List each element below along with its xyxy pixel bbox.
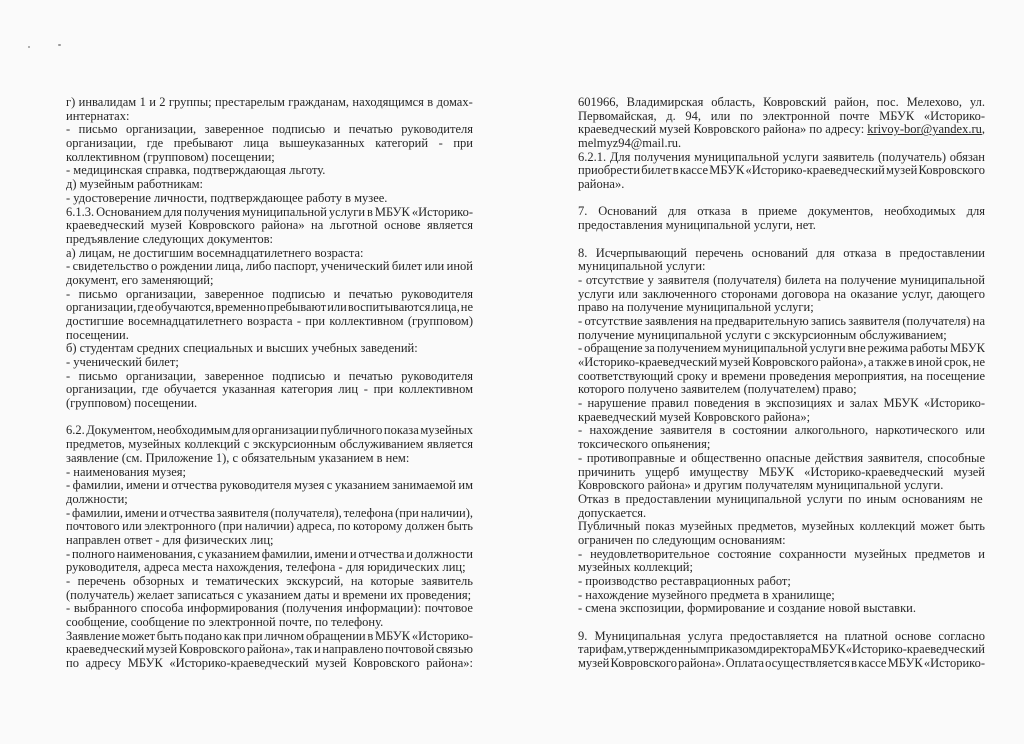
- text-line-content: - производство реставрационных работ;: [578, 574, 791, 589]
- text-line-content: документ, его заменяющий;: [66, 272, 214, 287]
- text-line: [578, 602, 985, 616]
- paragraph: [578, 342, 985, 397]
- paragraph: [66, 424, 473, 465]
- text-line-content: (групповом) посещении.: [66, 396, 198, 411]
- text-line-content: района».: [578, 177, 625, 192]
- paragraph: [578, 452, 985, 493]
- text-line: [66, 247, 473, 261]
- text-line-content: - ученический билет;: [66, 355, 179, 370]
- text-line-content: melmyz94@mail.ru.: [578, 136, 682, 151]
- left-text-column: [66, 96, 473, 671]
- text-line-content: - смена экспозиции, формирование и создание новой выставки.: [578, 601, 916, 616]
- text-line-content: должности;: [66, 491, 128, 506]
- text-line: [578, 274, 985, 288]
- paragraph: [66, 356, 473, 370]
- text-line-content: заявление (см. Приложение 1), с обязательным указанием в нем:: [66, 450, 410, 465]
- text-line-content: - выбранного способа информирования (получения информации): почтовое: [66, 601, 473, 616]
- text-line: [578, 151, 985, 165]
- text-line: [66, 233, 473, 247]
- text-line-content: музей Ковровского района». Оплата осуществляется в кассе МБУК «Историко-: [578, 656, 985, 671]
- text-line: [578, 288, 985, 302]
- text-line-content: предъявление следующих документов:: [66, 231, 273, 246]
- text-line: [578, 493, 985, 507]
- text-line: [578, 178, 985, 192]
- text-line-content: б) студентам средних специальных и высших учебных заведений:: [66, 341, 418, 356]
- text-section: [578, 630, 985, 671]
- text-line: [578, 329, 985, 343]
- text-line: [66, 561, 473, 575]
- paragraph: [66, 370, 473, 411]
- text-line: [66, 630, 473, 644]
- text-line-content: - письмо организации, заверенное подписью и печатью руководителя: [66, 286, 473, 301]
- right-text-column: [578, 96, 985, 671]
- text-line-content: - нахождение заявителя в состоянии алкогольного, наркотического или: [578, 423, 985, 438]
- text-line-content: - обращение за получением муниципальной услуги вне режима работы МБУК: [578, 341, 985, 356]
- paragraph: [66, 548, 473, 575]
- text-line: [66, 178, 473, 192]
- paragraph: [578, 424, 985, 451]
- text-line-content: Первомайская, д. 94, или по электронной почте МБУК «Историко-: [578, 108, 985, 123]
- text-line-content: - отсутствие у заявителя (получателя) билета на получение муниципальной: [578, 272, 985, 287]
- paragraph: [578, 520, 985, 547]
- text-line: [66, 151, 473, 165]
- text-line-content: которого получено заявителем (получателем) право;: [578, 382, 857, 397]
- text-line-content: (получатель) желает записаться с указанием даты и времени их проведения;: [66, 587, 472, 602]
- text-line-content: приобрести билет в кассе МБУК «Историко-краеведческий музей Ковровского: [578, 163, 985, 178]
- text-line-content: посещении.: [66, 327, 129, 342]
- text-line-content: сообщение, сообщение по электронной почте, по телефону.: [66, 615, 384, 630]
- text-line-content: Ковровского района» и другим получателям муниципальной услуги.: [578, 478, 944, 493]
- text-line: [66, 397, 473, 411]
- text-line-content: право на получение муниципальной услуги;: [578, 300, 814, 315]
- paragraph: [578, 151, 985, 192]
- text-section: [578, 247, 985, 617]
- text-line: [66, 643, 473, 657]
- text-line: [66, 452, 473, 466]
- paragraph: [578, 96, 985, 151]
- text-fragment: ,: [981, 122, 985, 137]
- paragraph: [66, 260, 473, 287]
- text-line-content: Отказ в предоставлении муниципальной услуги по иным основаниям не: [578, 491, 983, 506]
- text-line: [66, 206, 473, 220]
- text-line: [66, 192, 473, 206]
- text-line: [578, 110, 985, 124]
- text-line: [66, 315, 473, 329]
- text-line: [66, 438, 473, 452]
- text-line-content: предметов, музейных коллекций с экскурсионным обслуживанием является: [66, 437, 473, 452]
- paragraph: [66, 288, 473, 343]
- paragraph: [66, 630, 473, 671]
- text-line: [66, 424, 473, 438]
- text-line: [578, 301, 985, 315]
- text-line-content: а) лицам, не достигшим восемнадцатилетнего возраста:: [66, 245, 364, 260]
- paragraph: [578, 205, 985, 232]
- text-line: [578, 411, 985, 425]
- text-line-content: - перечень обзорных и тематических экскурсий, на которые заявитель: [66, 574, 473, 589]
- text-line-content: 6.2. Документом, необходимым для организации публичного показа музейных: [66, 423, 473, 438]
- paragraph: [66, 247, 473, 261]
- text-line-content: интернатах:: [66, 108, 130, 123]
- text-line-content: 6.1.3. Основанием для получения муниципальной услуги в МБУК «Историко-: [66, 204, 473, 219]
- text-line: [578, 561, 985, 575]
- text-line: [66, 96, 473, 110]
- text-line: [578, 370, 985, 384]
- text-line-content: - фамилии, имени и отчества руководителя музея с указанием занимаемой им: [66, 478, 473, 493]
- text-section: [66, 96, 473, 411]
- text-line-content: предоставления муниципальной услуги, нет.: [578, 218, 816, 233]
- text-line-content: 7. Оснований для отказа в приеме документов, необходимых для: [578, 204, 985, 219]
- paragraph: [578, 630, 985, 671]
- paragraph: [66, 507, 473, 548]
- text-line-content: - нарушение правил поведения в экспозициях и залах МБУК «Историко-: [578, 396, 985, 411]
- text-line: [578, 575, 985, 589]
- text-line: [578, 438, 985, 452]
- paragraph: [66, 96, 473, 123]
- text-line: [578, 164, 985, 178]
- text-line-content: г) инвалидам 1 и 2 группы; престарелым гражданам, находящимся в домах-: [66, 95, 473, 109]
- paragraph: [66, 206, 473, 247]
- paragraph: [578, 397, 985, 424]
- text-line: [578, 342, 985, 356]
- text-line: [66, 274, 473, 288]
- text-line-content: коллективном (групповом) посещении;: [66, 149, 275, 164]
- text-line: [66, 575, 473, 589]
- text-line-content: тарифам, утвержденным приказом директора МБУК «Историко-краеведческий: [578, 642, 985, 657]
- text-line: [578, 137, 985, 151]
- text-line-content: 9. Муниципальная услуга предоставляется на платной основе согласно: [578, 628, 985, 643]
- text-line-content: почтового или электронного (при наличии) адреса, по которому должен быть: [66, 519, 473, 534]
- text-line-content: Заявление может быть подано как при личном обращении в МБУК «Историко-: [66, 628, 473, 643]
- text-line: [578, 219, 985, 233]
- paragraph: [66, 164, 473, 178]
- text-line: [66, 602, 473, 616]
- text-line: [578, 630, 985, 644]
- text-line: [66, 137, 473, 151]
- paragraph: [578, 274, 985, 315]
- text-line-content: услуги или заключенного сторонами договора на оказание услуг, дающего: [578, 286, 985, 301]
- text-line: [66, 507, 473, 521]
- paragraph: [66, 602, 473, 629]
- text-line-content: музейных коллекций;: [578, 560, 693, 575]
- text-line: [66, 657, 473, 671]
- text-line: [578, 205, 985, 219]
- text-line: [578, 260, 985, 274]
- paragraph: [66, 342, 473, 356]
- text-line-content: 601966, Владимирская область, Ковровский район, пос. Мелехово, ул.: [578, 95, 985, 109]
- text-line-content: - противоправные и общественно опасные действия заявителя, способные: [578, 450, 985, 465]
- text-line-content: 6.2.1. Для получения муниципальной услуги заявитель (получатель) обязан: [578, 149, 985, 164]
- text-line-content: «Историко-краеведческий музей Ковровского района», а также в иной срок, не: [578, 355, 985, 370]
- text-line-content: по адресу МБУК «Историко-краеведческий музей Ковровского района»:: [66, 656, 473, 671]
- text-line: [66, 356, 473, 370]
- text-line-content: краеведческий музей Ковровского района» на льготной основе является: [66, 218, 473, 233]
- email-link[interactable]: krivoy-bor@yandex.ru: [867, 122, 982, 137]
- text-line-content: - письмо организации, заверенное подписью и печатью руководителя: [66, 368, 473, 383]
- text-line: [66, 534, 473, 548]
- text-line: [578, 383, 985, 397]
- text-line: [578, 589, 985, 603]
- paragraph: [578, 602, 985, 616]
- text-line: [66, 288, 473, 302]
- text-line-content: д) музейным работникам:: [66, 177, 204, 192]
- text-line-content: - отсутствие заявления на предварительную запись заявителя (получателя) на: [578, 313, 985, 328]
- paragraph: [578, 493, 985, 520]
- paragraph: [66, 192, 473, 206]
- paragraph: [578, 247, 985, 274]
- text-line-content: - удостоверение личности, подтверждающее работу в музее.: [66, 190, 388, 205]
- text-line-content: ограничен по следующим основаниям:: [578, 532, 786, 547]
- text-line-content: Публичный показ музейных предметов, музейных коллекций может быть: [578, 519, 985, 534]
- scan-speck: [58, 44, 61, 46]
- text-line-content: - фамилии, имени и отчества заявителя (получателя), телефона (при наличии),: [66, 505, 473, 520]
- text-line-content: руководителя, адреса места нахождения, телефона - для юридических лиц;: [66, 560, 466, 575]
- paragraph: [578, 589, 985, 603]
- text-line-content: - полного наименования, с указанием фамилии, имени и отчества и должности: [66, 546, 473, 561]
- paragraph: [66, 479, 473, 506]
- text-line: [578, 96, 985, 110]
- text-line-content: муниципальной услуги:: [578, 259, 706, 274]
- text-line: [578, 247, 985, 261]
- text-line-content: достигшие восемнадцатилетнего возраста - при коллективном (групповом): [66, 314, 473, 328]
- text-line: [66, 164, 473, 178]
- text-line: [66, 479, 473, 493]
- text-line-content: организации, где обучаются, временно пребывают или воспитываются лица, не: [66, 300, 473, 315]
- text-line: [578, 534, 985, 548]
- paragraph: [578, 315, 985, 342]
- paragraph: [66, 575, 473, 602]
- text-line-content: [578, 123, 985, 137]
- text-line: [578, 479, 985, 493]
- text-line: [578, 315, 985, 329]
- text-line: [578, 424, 985, 438]
- text-line: [578, 397, 985, 411]
- text-line: [66, 370, 473, 384]
- text-line: [66, 520, 473, 534]
- text-line-content: - наименования музея;: [66, 464, 187, 479]
- text-line-content: организации, где обучается указанная категория лиц - при коллективном: [66, 382, 473, 397]
- text-section: [66, 424, 473, 670]
- paragraph: [66, 123, 473, 164]
- text-line-content: организации, где пребывают лица вышеуказанных категорий - при: [66, 136, 473, 151]
- paragraph: [66, 178, 473, 192]
- text-line-content: токсического опьянения;: [578, 437, 711, 452]
- text-line: [66, 110, 473, 124]
- text-line-content: получение муниципальной услуги с экскурсионным обслуживанием;: [578, 327, 947, 342]
- text-line: [66, 548, 473, 562]
- text-section: [578, 205, 985, 232]
- text-line: [578, 643, 985, 657]
- text-line-content: соответствующий сроку и времени проведения мероприятия, на посещение: [578, 368, 985, 383]
- text-line-content: 8. Исчерпывающий перечень оснований для отказа в предоставлении: [578, 245, 985, 260]
- text-line: [578, 466, 985, 480]
- text-line: [578, 123, 985, 137]
- text-line-content: причинить ущерб имуществу МБУК «Историко-краеведческий музей: [578, 464, 985, 479]
- text-line: [66, 589, 473, 603]
- text-section: [578, 96, 985, 192]
- text-line: [578, 657, 985, 671]
- text-line: [578, 452, 985, 466]
- text-line-content: - медицинская справка, подтверждающая льготу.: [66, 163, 326, 178]
- text-line: [66, 123, 473, 137]
- paragraph: [578, 575, 985, 589]
- text-line: [66, 616, 473, 630]
- text-line: [578, 520, 985, 534]
- text-line-content: - неудовлетворительное состояние сохранности музейных предметов и: [578, 546, 985, 561]
- text-line-content: краеведческий музей Ковровского района», так и направлено почтовой связью: [66, 642, 473, 657]
- text-line: [578, 507, 985, 521]
- paragraph: [66, 466, 473, 480]
- scan-speck: [28, 46, 30, 48]
- text-line: [66, 260, 473, 274]
- text-line: [66, 329, 473, 343]
- text-line: [578, 356, 985, 370]
- text-line-content: - нахождение музейного предмета в хранилище;: [578, 587, 835, 602]
- text-fragment: краеведческий музей Ковровского района» по адресу:: [578, 122, 868, 137]
- text-line: [66, 383, 473, 397]
- text-line-content: - свидетельство о рождении лица, либо паспорт, ученический билет или иной: [66, 259, 473, 274]
- paragraph: [578, 548, 985, 575]
- text-line: [66, 493, 473, 507]
- text-line: [66, 219, 473, 233]
- text-line-content: допускается.: [578, 505, 647, 520]
- text-line: [66, 342, 473, 356]
- text-line-content: - письмо организации, заверенное подписью и печатью руководителя: [66, 122, 473, 137]
- text-line-content: краеведческий музей Ковровского района»;: [578, 409, 811, 424]
- text-line: [66, 301, 473, 315]
- text-line: [578, 548, 985, 562]
- text-line-content: направлен ответ - для физических лиц;: [66, 532, 274, 547]
- text-line: [66, 466, 473, 480]
